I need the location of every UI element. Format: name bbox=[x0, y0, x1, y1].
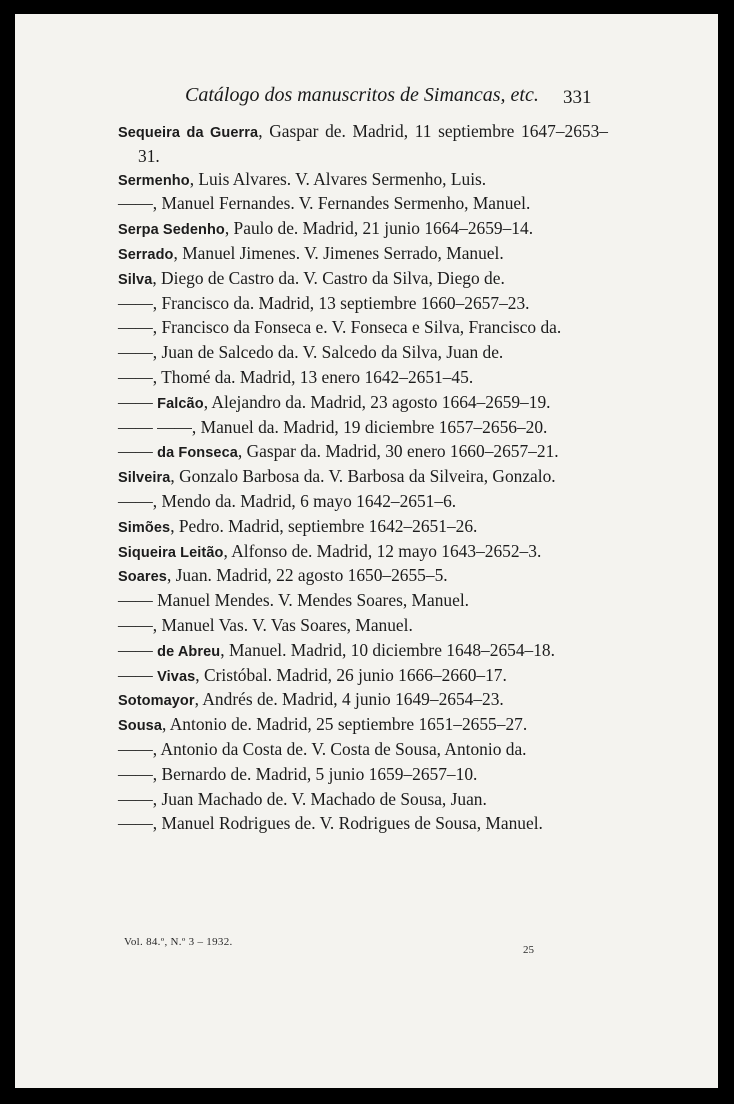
volume-signature: Vol. 84.º, N.º 3 – 1932. bbox=[124, 936, 233, 948]
catalog-entry bbox=[118, 738, 608, 763]
catalog-entry bbox=[118, 763, 608, 788]
catalog-entry bbox=[118, 217, 608, 242]
entry-text: , Manuel Jimenes. V. Jimenes Serrado, Manuel. bbox=[173, 242, 504, 263]
catalog-entry bbox=[118, 267, 608, 292]
entry-surname: Falcão bbox=[157, 395, 204, 412]
catalog-entry bbox=[118, 564, 608, 589]
ditto-dash: —— bbox=[118, 366, 153, 387]
entry-text: , Alfonso de. Madrid, 12 mayo 1643–2652–3. bbox=[223, 540, 542, 561]
entry-text: , Manuel Vas. V. Vas Soares, Manuel. bbox=[152, 614, 413, 635]
catalog-entry bbox=[118, 366, 608, 391]
book-page bbox=[15, 14, 718, 1088]
entry-text: , Manuel Fernandes. V. Fernandes Sermenho, Manuel. bbox=[152, 193, 531, 214]
catalog-entry bbox=[118, 614, 608, 639]
ditto-dash: —— bbox=[118, 738, 153, 759]
catalog-entry bbox=[118, 440, 608, 465]
entry-text: , Gonzalo Barbosa da. V. Barbosa da Silveira, Gonzalo. bbox=[170, 466, 556, 487]
entry-surname: Serpa Sedenho bbox=[118, 222, 225, 239]
entry-surname: Vivas bbox=[157, 668, 196, 685]
catalog-entry bbox=[118, 168, 608, 193]
entry-text: , Gaspar da. Madrid, 30 enero 1660–2657–21. bbox=[237, 441, 559, 462]
ditto-dash: —— bbox=[118, 590, 158, 611]
catalog-entry bbox=[118, 416, 608, 441]
catalog-entry bbox=[118, 540, 608, 565]
catalog-entry bbox=[118, 589, 608, 614]
entry-text: , Luis Alvares. V. Alvares Sermenho, Luis. bbox=[189, 168, 487, 189]
catalog-entry bbox=[118, 713, 608, 738]
entry-surname: da Fonseca bbox=[157, 445, 238, 462]
entry-text: Manuel Mendes. V. Mendes Soares, Manuel. bbox=[157, 590, 469, 611]
catalog-entry bbox=[118, 242, 608, 267]
catalog-entry bbox=[118, 639, 608, 664]
entry-surname: Soares bbox=[118, 569, 167, 586]
entry-text: , Thomé da. Madrid, 13 enero 1642–2651–45. bbox=[152, 366, 474, 387]
entry-text: , Juan. Madrid, 22 agosto 1650–2655–5. bbox=[166, 565, 448, 586]
entry-text: , Alejandro da. Madrid, 23 agosto 1664–2659–19. bbox=[203, 391, 551, 412]
ditto-dash: —— bbox=[118, 193, 153, 214]
entry-text: , Diego de Castro da. V. Castro da Silva, Diego de. bbox=[152, 267, 505, 288]
catalog-entry bbox=[118, 120, 608, 168]
entry-surname: Sotomayor bbox=[118, 693, 195, 710]
catalog-entry bbox=[118, 812, 608, 837]
entry-text: , Juan Machado de. V. Machado de Sousa, Juan. bbox=[152, 788, 487, 809]
page-number: 331 bbox=[563, 87, 592, 108]
entry-text: , Cristóbal. Madrid, 26 junio 1666–2660–17. bbox=[195, 664, 507, 685]
ditto-dash: —— bbox=[118, 813, 153, 834]
entry-surname: Simões bbox=[118, 519, 171, 536]
entry-text: , Antonio da Costa de. V. Costa de Sousa, Antonio da. bbox=[152, 738, 527, 759]
ditto-dash: —— bbox=[118, 391, 158, 412]
catalog-entry bbox=[118, 292, 608, 317]
catalog-entry-list bbox=[118, 120, 608, 837]
entry-text: , Juan de Salcedo da. V. Salcedo da Silva, Juan de. bbox=[152, 342, 504, 363]
ditto-dash: —— bbox=[118, 788, 153, 809]
ditto-dash: —— —— bbox=[118, 416, 192, 437]
page-footer bbox=[15, 932, 718, 962]
sheet-number: 25 bbox=[523, 944, 534, 956]
ditto-dash: —— bbox=[118, 664, 158, 685]
entry-surname: Sermenho bbox=[118, 172, 190, 189]
entry-text: , Mendo da. Madrid, 6 mayo 1642–2651–6. bbox=[152, 490, 457, 511]
catalog-entry bbox=[118, 391, 608, 416]
catalog-entry bbox=[118, 515, 608, 540]
ditto-dash: —— bbox=[118, 292, 153, 313]
entry-text: , Antonio de. Madrid, 25 septiembre 1651–2655–27. bbox=[162, 714, 528, 735]
entry-text: , Andrés de. Madrid, 4 junio 1649–2654–23. bbox=[194, 689, 504, 710]
catalog-entry bbox=[118, 192, 608, 217]
entry-surname: de Abreu bbox=[157, 643, 221, 660]
entry-surname: Sousa bbox=[118, 718, 163, 735]
running-title: Catálogo dos manuscritos de Simancas, etc. bbox=[185, 84, 539, 106]
ditto-dash: —— bbox=[118, 441, 158, 462]
entry-text: , Manuel Rodrigues de. V. Rodrigues de Sousa, Manuel. bbox=[152, 813, 543, 834]
running-head bbox=[15, 78, 718, 112]
entry-text: , Paulo de. Madrid, 21 junio 1664–2659–14. bbox=[224, 218, 534, 239]
ditto-dash: —— bbox=[118, 763, 153, 784]
entry-surname: Serrado bbox=[118, 246, 174, 263]
catalog-entry bbox=[118, 341, 608, 366]
catalog-entry bbox=[118, 688, 608, 713]
entry-text: , Manuel. Madrid, 10 diciembre 1648–2654–18. bbox=[220, 639, 555, 660]
catalog-entry bbox=[118, 788, 608, 813]
entry-text: , Manuel da. Madrid, 19 diciembre 1657–2656–20. bbox=[191, 416, 548, 437]
ditto-dash: —— bbox=[118, 614, 153, 635]
entry-surname: Silveira bbox=[118, 470, 171, 487]
catalog-entry bbox=[118, 316, 608, 341]
catalog-entry bbox=[118, 465, 608, 490]
ditto-dash: —— bbox=[118, 317, 153, 338]
entry-text: , Bernardo de. Madrid, 5 junio 1659–2657–10. bbox=[152, 763, 478, 784]
entry-text: , Francisco da Fonseca e. V. Fonseca e Silva, Francisco da. bbox=[152, 317, 562, 338]
ditto-dash: —— bbox=[118, 342, 153, 363]
catalog-entry bbox=[118, 490, 608, 515]
entry-surname: Silva bbox=[118, 271, 153, 288]
entry-text: , Gaspar de. Madrid, 11 septiembre 1647–2653–31. bbox=[138, 121, 608, 166]
entry-surname: Sequeira da Guerra bbox=[118, 125, 259, 141]
catalog-entry bbox=[118, 664, 608, 689]
ditto-dash: —— bbox=[118, 639, 158, 660]
entry-text: , Pedro. Madrid, septiembre 1642–2651–26. bbox=[170, 515, 478, 536]
ditto-dash: —— bbox=[118, 490, 153, 511]
entry-surname: Siqueira Leitão bbox=[118, 544, 224, 561]
entry-text: , Francisco da. Madrid, 13 septiembre 1660–2657–23. bbox=[152, 292, 530, 313]
